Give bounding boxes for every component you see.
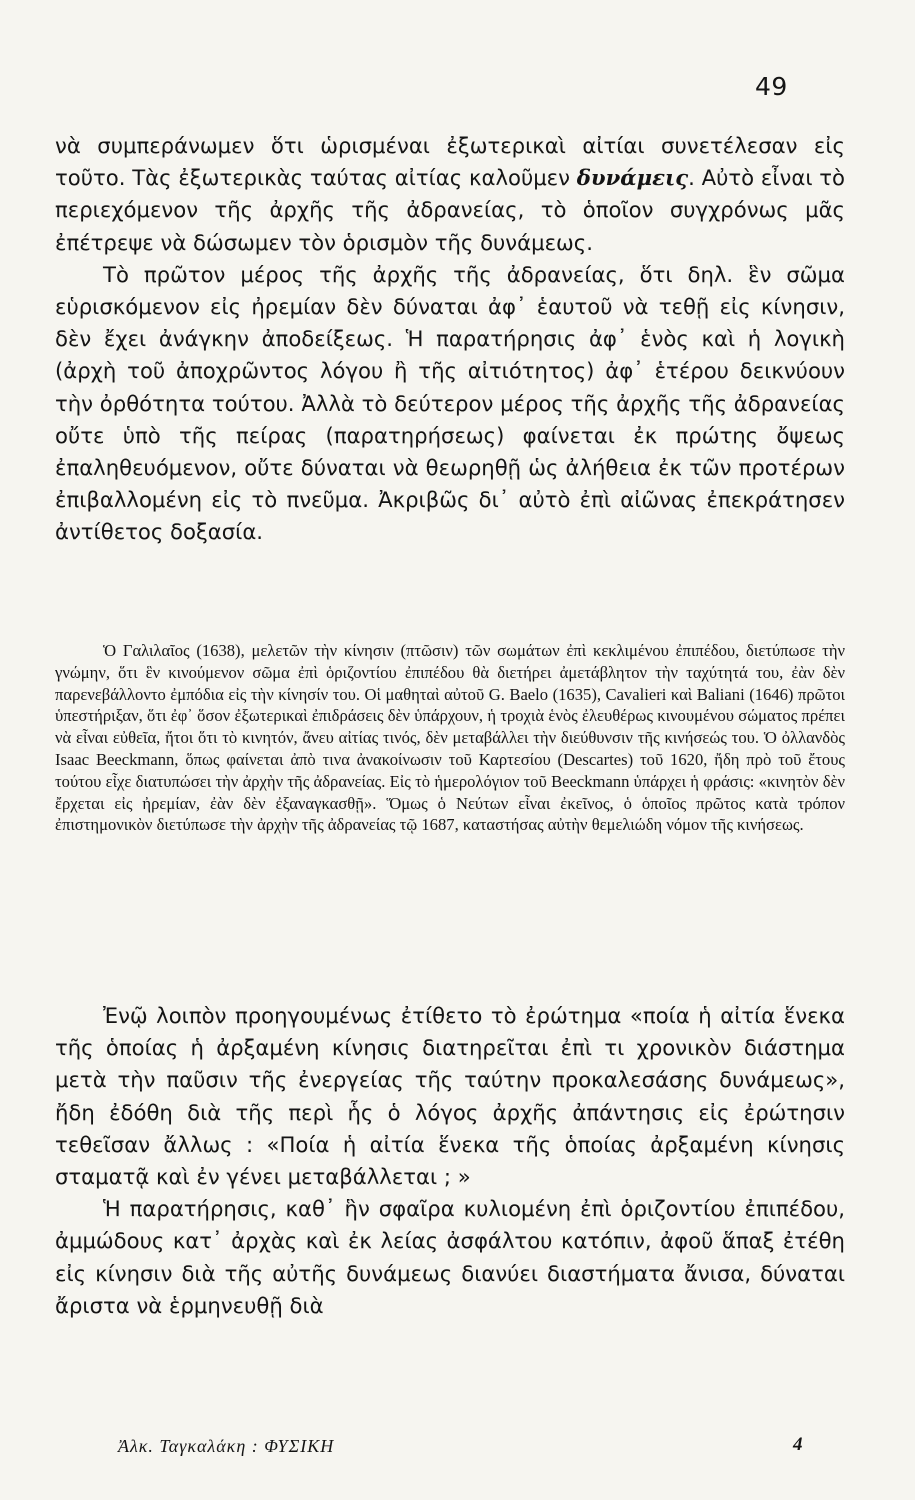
paragraph-inference-tail: . Αὐτὸ εἶναι τὸ περιεχόμενον τῆς ἀρχῆς τῆς ἀδρανείας, τὸ ὁποῖον συγχρόνως μᾶς ἐπέτρεψε νὰ δώσωμεν τὸν ὁρισμὸν τῆς δυνάμεως.: [55, 165, 845, 255]
main-text-top: [55, 130, 845, 549]
paragraph-inference: [55, 130, 845, 259]
historical-note-text: Ὁ Γαλιλαῖος (1638), μελετῶν τὴν κίνησιν (πτῶσιν) τῶν σωμάτων ἐπὶ κεκλιμένου ἐπιπέδου, διετύπωσε τὴν γνώμην, ὅτι ἓν κινούμενον σῶμα ἐπὶ ὁριζοντίου ἐπιπέδου θὰ διετήρει ἀμετάβλητον τὴν ταχύτητά του, ἐὰν δὲν παρενεβάλλοντο ἐμπόδια εἰς τὴν κίνησίν του. Οἱ μαθηταὶ αὐτοῦ G. Baelo (1635), Cavalieri καὶ Baliani (1646) πρῶτοι ὑπεστήριξαν, ὅτι ἐφ᾽ ὅσον ἐξωτερικαὶ ἐπιδράσεις δὲν ὑπάρχουν, ἡ τροχιὰ ἑνὸς ἐλευθέρως κινουμένου σώματος πρέπει νὰ εἶναι εὐθεῖα, ἤτοι ὅτι τὸ κινητόν, ἄνευ αἰτίας τινός, δὲν μεταβάλλει τὴν διεύθυνσιν τῆς κινήσεώς του. Ὁ ὀλλανδὸς Isaac Beeckmann, ὅπως φαίνεται ἀπὸ τινα ἀνακοίνωσιν τοῦ Καρτεσίου (Descartes) τοῦ 1620, ἤδη πρὸ τοῦ ἔτους τούτου εἶχε διατυπώσει τὴν ἀρχὴν τῆς ἀδρανείας. Εἰς τὸ ἡμερολόγιον τοῦ Beeckmann ὑπάρχει ἡ φράσις: «κινητὸν δὲν ἔρχεται εἰς ἠρεμίαν, ἐὰν δὲν ἐξαναγκασθῇ». Ὅμως ὁ Νεύτων εἶναι ἐκεῖνος, ὁ ὁποῖος πρῶτος κατὰ τρόπον ἐπιστημονικὸν διετύπωσε τὴν ἀρχὴν τῆς ἀδρανείας τῷ 1687, καταστήσας αὐτὴν θεμελιώδη νόμον τῆς κινήσεως.: [55, 641, 845, 835]
paragraph-inertia-parts: Τὸ πρῶτον μέρος τῆς ἀρχῆς τῆς ἀδρανείας, ὅτι δηλ. ἓν σῶμα εὑρισκόμενον εἰς ἠρεμίαν δὲν δύναται ἀφ᾽ ἑαυτοῦ νὰ τεθῇ εἰς κίνησιν, δὲν ἔχει ἀνάγκην ἀποδείξεως. Ἡ παρατήρησις ἀφ᾽ ἑνὸς καὶ ἡ λογικὴ (ἀρχὴ τοῦ ἀποχρῶντος λόγου ἢ τῆς αἰτιότητος) ἀφ᾽ ἑτέρου δεικνύουν τὴν ὀρθότητα τούτου. Ἀλλὰ τὸ δεύτερον μέρος τῆς ἀρχῆς τῆς ἀδρανείας οὔτε ὑπὸ τῆς πείρας (παρατηρήσεως) φαίνεται ἐκ πρώτης ὄψεως ἐπαληθευόμενον, οὔτε δύναται νὰ θεωρηθῇ ὡς ἀλήθεια ἐκ τῶν προτέρων ἐπιβαλλομένη εἰς τὸ πνεῦμα. Ἀκριβῶς δι᾽ αὐτὸ ἐπὶ αἰῶνας ἐπεκράτησεν ἀντίθετος δοξασία.: [55, 261, 845, 545]
paragraph-question: Ἐνῷ λοιπὸν προηγουμένως ἐτίθετο τὸ ἐρώτημα «ποία ἡ αἰτία ἕνεκα τῆς ὁποίας ἡ ἀρξαμένη κίνησις διατηρεῖται ἐπὶ τι χρονικὸν διάστημα μετὰ τὴν παῦσιν τῆς ἐνεργείας τῆς ταύτην προκαλεσάσης δυνάμεως», ἤδη ἐδόθη διὰ τῆς περὶ ἧς ὁ λόγος ἀρχῆς ἀπάντησις εἰς ἐρώτησιν τεθεῖσαν ἄλλως : «Ποία ἡ αἰτία ἕνεκα τῆς ὁποίας ἀρξαμένη κίνησις σταματᾷ καὶ ἐν γένει μεταβάλλεται ; »: [55, 1003, 845, 1190]
historical-note: [55, 640, 845, 836]
main-text-bottom: [55, 1000, 845, 1322]
signature-mark: 4: [793, 1434, 803, 1455]
page-number: 49: [755, 72, 788, 101]
paragraph-observation: Ἡ παρατήρησις, καθ᾽ ἣν σφαῖρα κυλιομένη ἐπὶ ὁριζοντίου ἐπιπέδου, ἀμμώδους κατ᾽ ἀρχὰς καὶ ἐκ λείας ἀσφάλτου κατόπιν, ἀφοῦ ἅπαξ ἐτέθη εἰς κίνησιν διὰ τῆς αὐτῆς δυνάμεως διανύει διαστήματα ἄνισα, δύναται ἄριστα νὰ ἑρμηνευθῇ διὰ: [55, 1196, 845, 1318]
emphasis-forces: δυνάμεις: [576, 165, 689, 191]
page-footer: [118, 1436, 818, 1466]
paragraph-inference-text: νὰ συμπεράνωμεν ὅτι ὡρισμέναι ἐξωτερικαὶ αἰτίαι συνετέλεσαν εἰς τοῦτο. Τὰς ἐξωτερικὰς ταύτας αἰτίας καλοῦμεν: [55, 133, 845, 191]
footer-book-title: Ἀλκ. Ταγκαλάκη : ΦΥΣΙΚΗ: [118, 1436, 335, 1456]
